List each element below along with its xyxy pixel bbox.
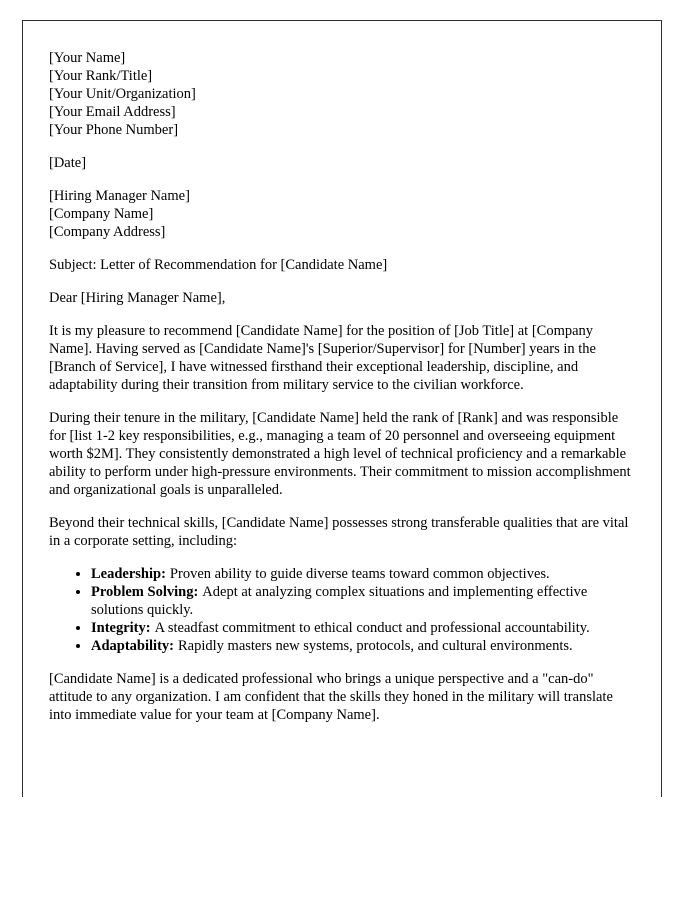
- quality-item-problem-solving: [91, 583, 637, 619]
- body-paragraph-2: During their tenure in the military, [Candidate Name] held the rank of [Rank] and was responsible for [list 1-2 key responsibilities, e.g., managing a team of 20 personnel and overseeing equipment worth $2M]. They consistently demonstrated a high level of technical proficiency and a remarkable ability to perform under high-pressure environments. Their commitment to mission accomplishment and organizational goals is unparalleled.: [49, 410, 631, 498]
- quality-text: Rapidly masters new systems, protocols, and cultural environments.: [178, 638, 573, 654]
- recipient-name-line: [Hiring Manager Name]: [49, 188, 190, 204]
- sender-rank-line: [Your Rank/Title]: [49, 68, 153, 84]
- letter-page-frame: [22, 20, 662, 797]
- quality-label: Leadership:: [91, 566, 166, 582]
- quality-label: Adaptability:: [91, 638, 174, 654]
- sender-phone-line: [Your Phone Number]: [49, 122, 179, 138]
- date-line: [Date]: [49, 155, 87, 171]
- quality-label: Problem Solving:: [91, 584, 199, 600]
- quality-item-integrity: [91, 619, 637, 637]
- recipient-company-line: [Company Name]: [49, 206, 154, 222]
- sender-unit-line: [Your Unit/Organization]: [49, 86, 196, 102]
- sender-email-line: [Your Email Address]: [49, 104, 176, 120]
- subject-line: Subject: Letter of Recommendation for [Candidate Name]: [49, 257, 388, 273]
- quality-item-leadership: [91, 565, 637, 583]
- quality-text: Proven ability to guide diverse teams toward common objectives.: [169, 566, 550, 582]
- closing-paragraph: [Candidate Name] is a dedicated professional who brings a unique perspective and a "can-do" attitude to any organization. I am confident that the skills they honed in the military will translate into immediate value for your team at [Company Name].: [49, 671, 613, 723]
- quality-text: A steadfast commitment to ethical conduct and professional accountability.: [154, 620, 590, 636]
- quality-text: Adept at analyzing complex situations and implementing effective solutions quickly.: [91, 584, 588, 618]
- sender-address-block: [49, 49, 637, 139]
- quality-label: Integrity:: [91, 620, 151, 636]
- quality-item-adaptability: [91, 637, 637, 655]
- body-paragraph-1: It is my pleasure to recommend [Candidate Name] for the position of [Job Title] at [Company Name]. Having served as [Candidate Name]'s [Superior/Supervisor] for [Number] years in the [Branch of Service], I have witnessed firsthand their exceptional leadership, discipline, and adaptability during their transition from military service to the civilian workforce.: [49, 323, 596, 393]
- recipient-address-line: [Company Address]: [49, 224, 166, 240]
- letter-content: [23, 21, 661, 724]
- sender-name-line: [Your Name]: [49, 50, 126, 66]
- body-paragraph-3: Beyond their technical skills, [Candidate Name] possesses strong transferable qualities that are vital in a corporate setting, including:: [49, 515, 629, 549]
- qualities-list: [49, 565, 637, 655]
- greeting-line: Dear [Hiring Manager Name],: [49, 290, 226, 306]
- recipient-address-block: [49, 187, 637, 241]
